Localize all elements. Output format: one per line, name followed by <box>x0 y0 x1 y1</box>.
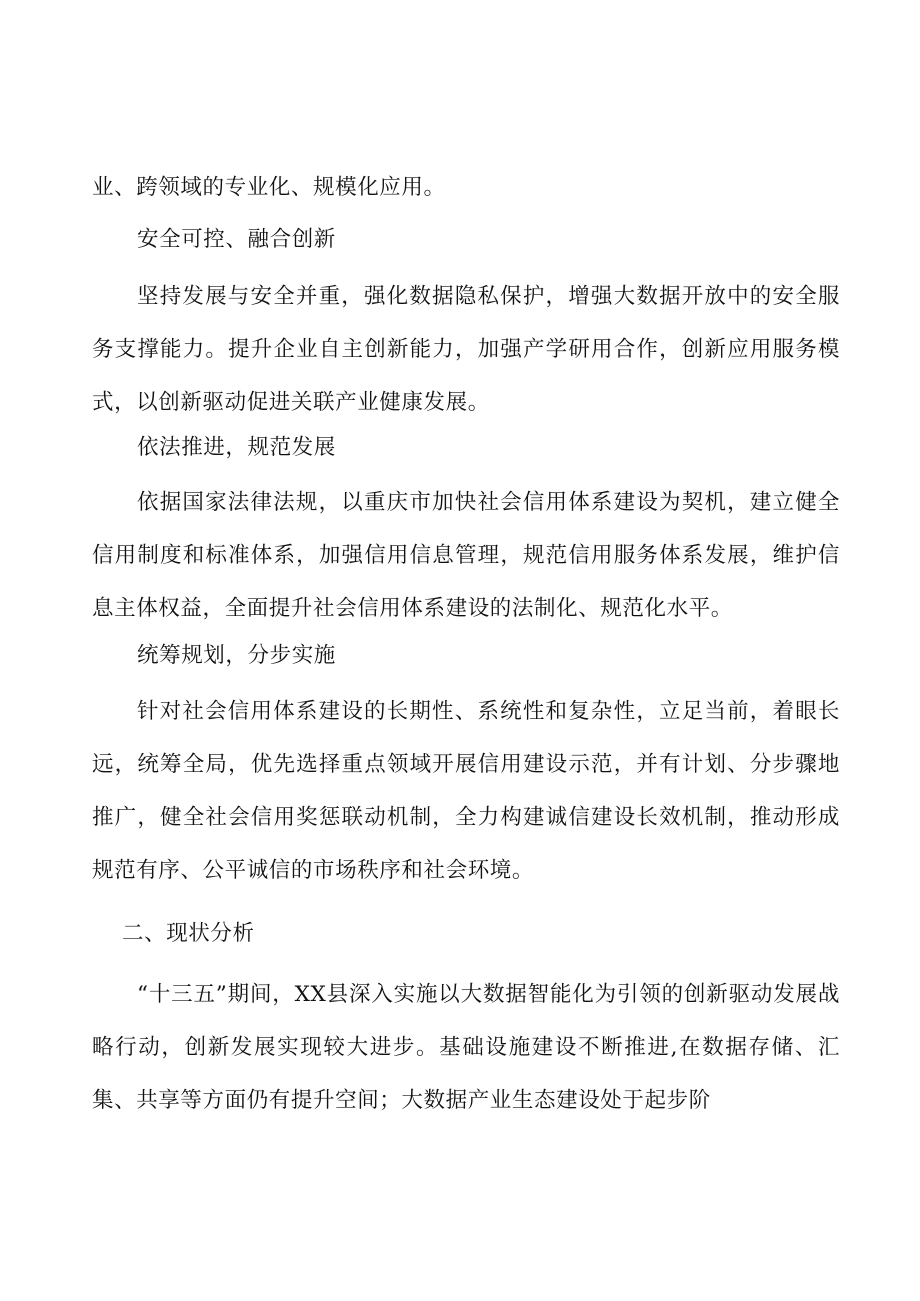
section-heading-status-analysis: 二、现状分析 <box>122 921 255 946</box>
subheading-overall-planning: 统筹规划，分步实施 <box>137 643 336 668</box>
paragraph-rule-of-law: 依据国家法律法规，以重庆市加快社会信用体系建设为契机，建立健全信用制度和标准体系，加强信用信息管理，规范信用服务体系发展，维护信息主体权益，全面提升社会信用体系建设的法制化、规范化水平。 <box>92 490 840 621</box>
paragraph-overall-planning: 针对社会信用体系建设的长期性、系统性和复杂性，立足当前，着眼长远，统筹全局，优先选择重点领域开展信用建设示范，并有计划、分步骤地推广，健全社会信用奖惩联动机制，全力构建诚信建设长效机制，推动形成规范有序、公平诚信的市场秩序和社会环境。 <box>92 699 840 883</box>
paragraph-safety-innovation: 坚持发展与安全并重，强化数据隐私保护，增强大数据开放中的安全服务支撑能力。提升企业自主创新能力，加强产学研用合作，创新应用服务模式，以创新驱动促进关联产业健康发展。 <box>92 284 840 415</box>
subheading-rule-of-law: 依法推进，规范发展 <box>137 435 336 460</box>
paragraph-status-analysis: “十三五”期间，XX县深入实施以大数据智能化为引领的创新驱动发展战略行动，创新发展实现较大进步。基础设施建设不断推进,在数据存储、汇集、共享等方面仍有提升空间；大数据产业生态建设处于起步阶 <box>92 982 840 1113</box>
subheading-safe-controllable: 安全可控、融合创新 <box>137 227 336 252</box>
paragraph-continuation: 业、跨领域的专业化、规模化应用。 <box>92 175 446 200</box>
